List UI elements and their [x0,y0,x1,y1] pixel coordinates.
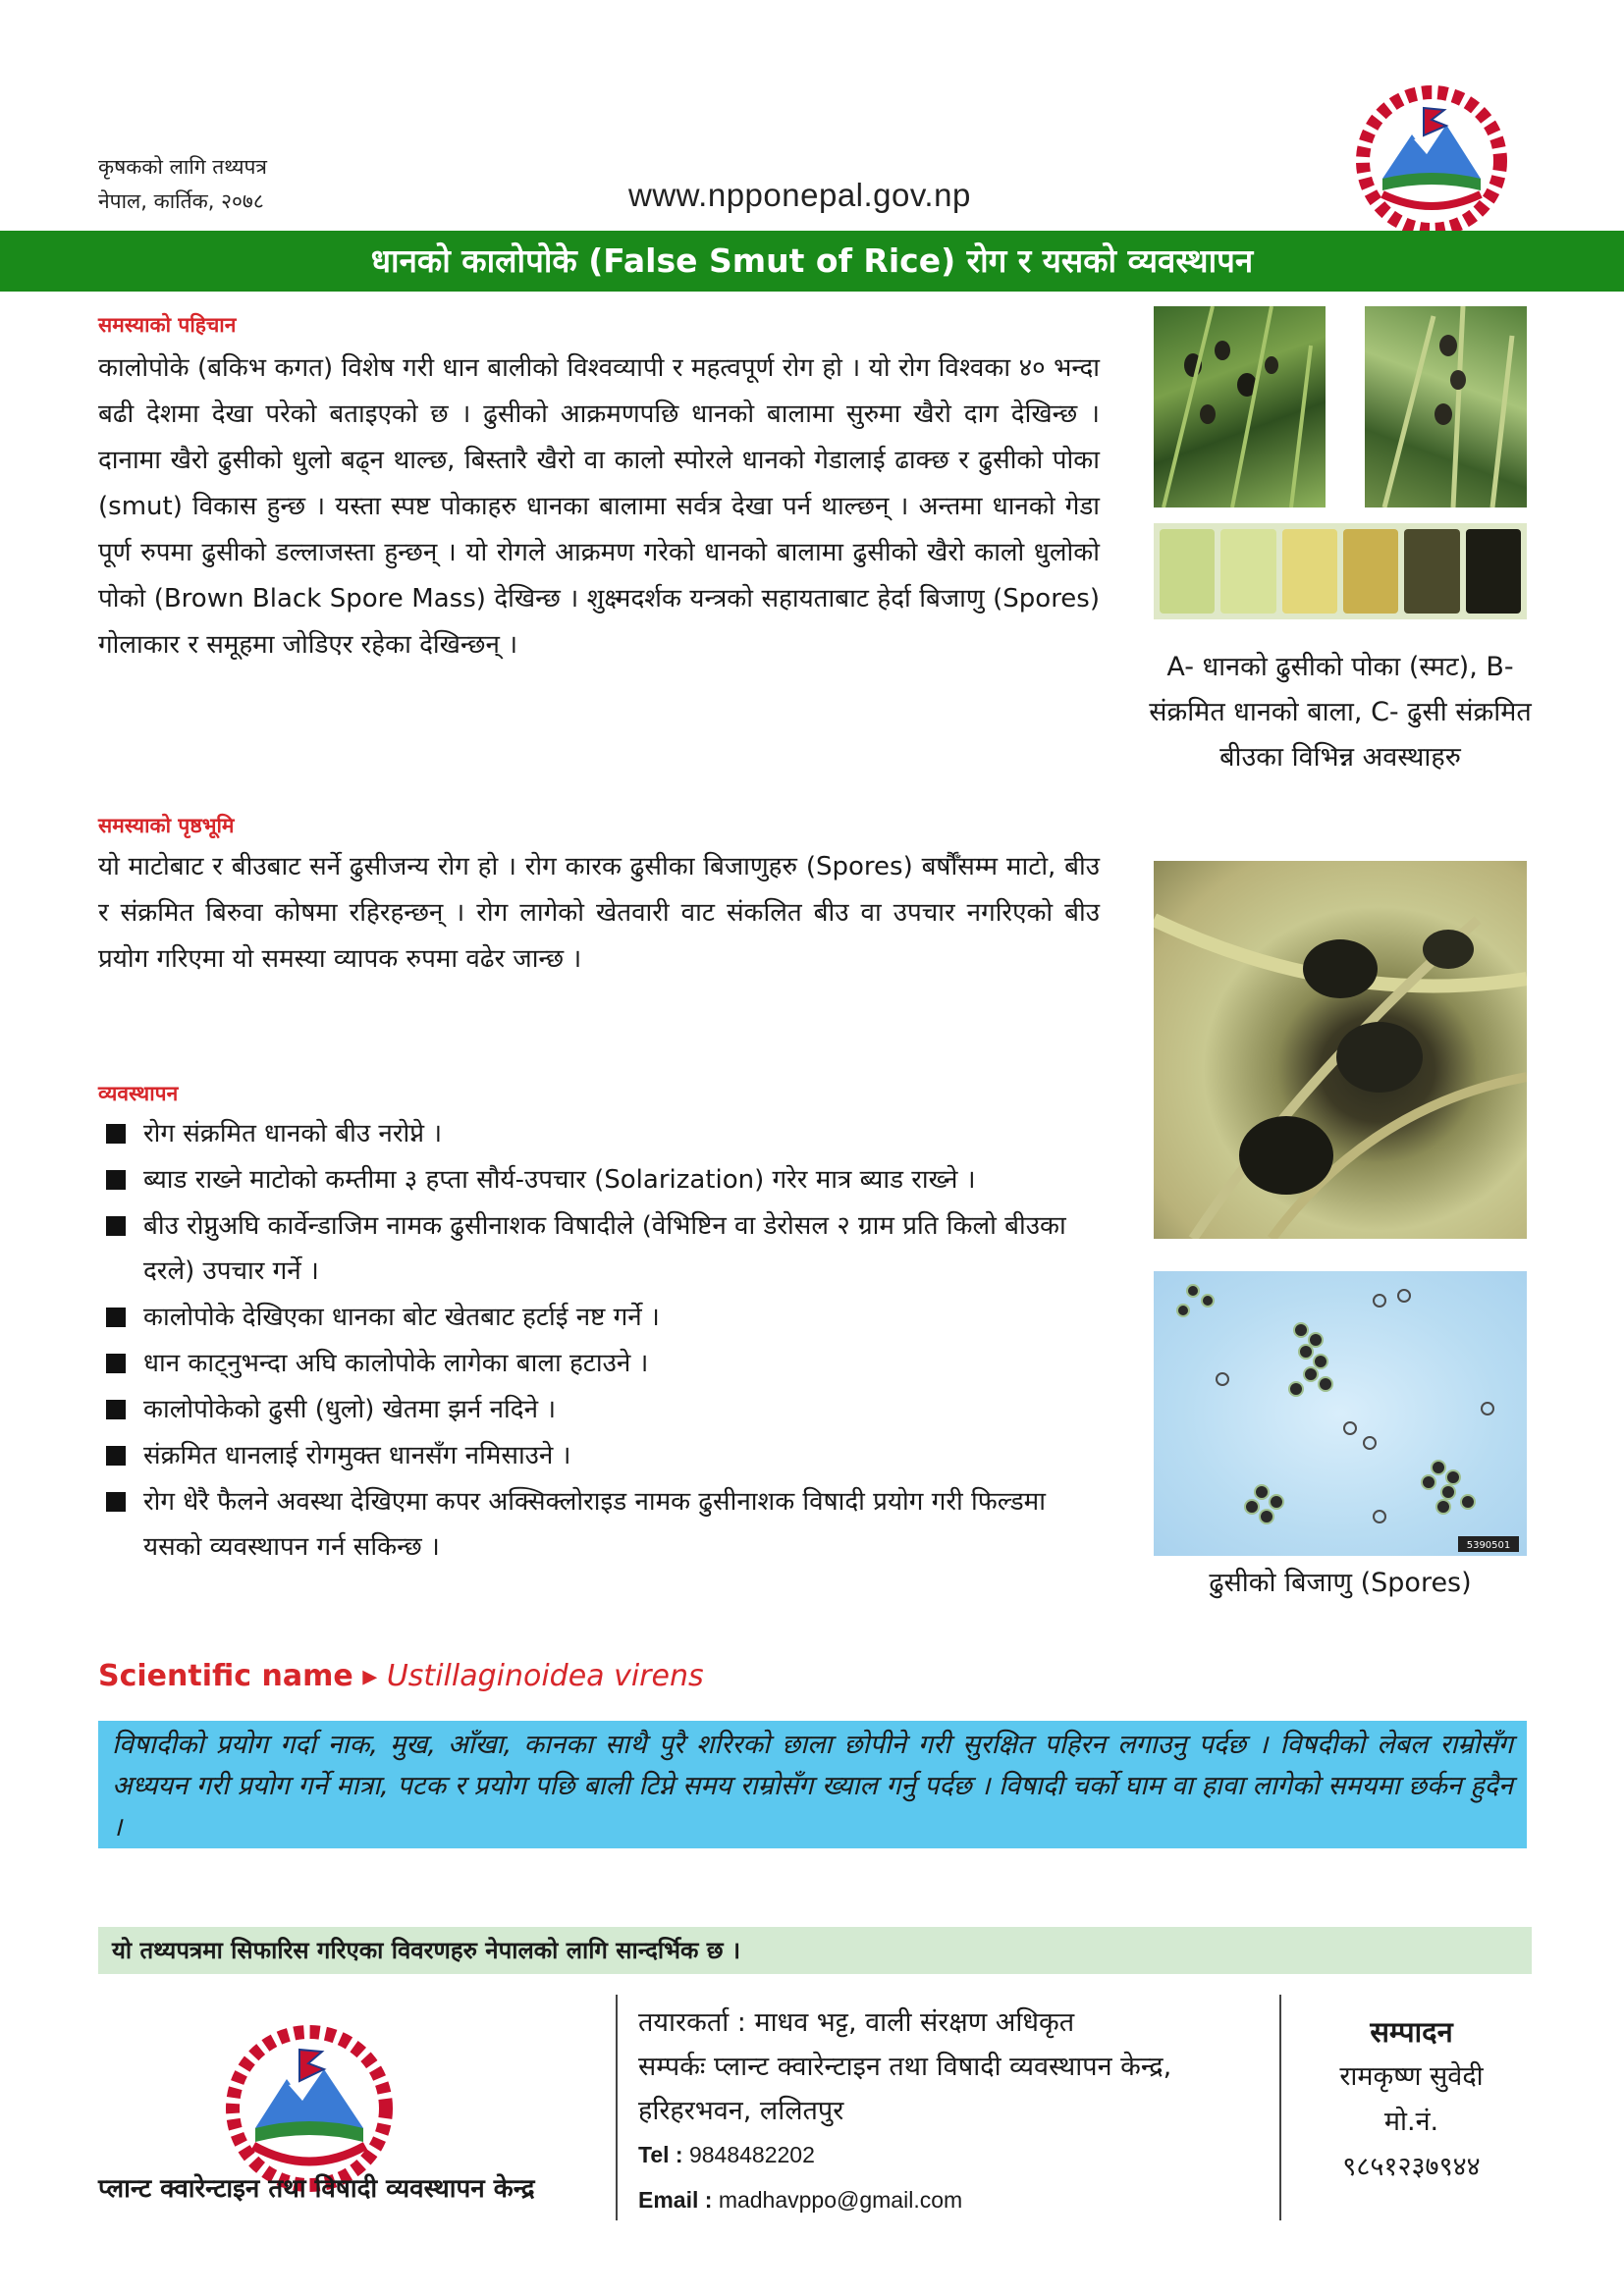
square-bullet-icon [106,1492,126,1512]
relevance-note-bar [98,1927,1532,1974]
caption-spores: ढुसीको बिजाणु (Spores) [1209,1568,1472,1598]
editor-mobile-number[interactable]: ९८५१२३७९४४ [1342,2152,1481,2182]
management-item [106,1387,1108,1432]
photo-smut-panicle-a [1154,306,1326,507]
management-item [106,1433,1108,1478]
seed-stage-5 [1404,529,1459,614]
square-bullet-icon [106,1400,126,1419]
title-bar [0,231,1624,292]
background-text: यो माटोबाट र बीउबाट सर्ने ढुसीजन्य रोग हो । रोग कारक ढुसीका बिजाणुहरु (Spores) बर्षौँसम्म माटो, बीउ र संक्रमित बिरुवा कोषमा रहिरहन्छन् । रोग लागेको खेतवारी वाट संकलित बीउ वा उपचार नगरिएको बीउ प्रयोग गरिएमा यो समस्या व्यापक रुपमा वढेर जान्छ । [98,852,1100,974]
page-title: धानको कालोपोके (False Smut of Rice) रोग र यसको व्यवस्थापन [370,241,1254,280]
website-link[interactable]: www.npponepal.gov.np [628,177,971,213]
date-line: नेपाल, कार्तिक, २०७८ [98,189,264,213]
management-item-text: बीउ रोप्नुअघि कार्वेन्डाजिम नामक ढुसीनाशक विषादीले (वेभिष्टिन वा डेरोसल २ ग्राम प्रति किलो बीउका दरले) उपचार गर्ने । [143,1211,1066,1286]
editor-name: रामकृष्ण सुवेदी [1339,2061,1484,2092]
management-item [106,1111,1108,1156]
prepared-by: तयारकर्ता : माधव भट्ट, वाली संरक्षण अधिकृत [638,2007,1075,2038]
management-item-text: कालोपोके देखिएका धानका बोट खेतबाट हर्टाई नष्ट गर्ने । [143,1303,660,1332]
management-item [106,1341,1108,1386]
seed-stage-3 [1282,529,1337,614]
photo-spores-microscope [1154,1271,1527,1556]
management-item-text: कालोपोकेको ढुसी (धुलो) खेतमा झर्न नदिने । [143,1395,557,1424]
seed-stage-1 [1160,529,1215,614]
identification-text: कालोपोके (बकिभ कगत) विशेष गरी धान बालीको विश्वव्यापी र महत्वपूर्ण रोग हो । यो रोग विश्वका ४० भन्दा बढी देशमा देखा परेको बताइएको छ । ढुसीको आक्रमणपछि धानको बालामा सुरुमा खैरो दाग देखिन्छ । दानामा खैरो ढुसीको धुलो बढ्न थाल्छ, बिस्तारै खैरो वा कालो स्पोरले धानको गेडालाई ढाक्छ र ढुसीको पोका (smut) विकास हुन्छ । यस्ता स्पष्ट पोकाहरु धानका बालामा सर्वत्र देखा पर्न थाल्छन् । अन्तमा धानको गेडा पूर्ण रुपमा ढुसीको डल्लाजस्ता हुन्छन् । यो रोगले आक्रमण गरेको धानको बालामा ढुसीको खैरो कालो धुलोको पोको (Brown Black Spore Mass) देखिन्छ । शुक्ष्मदर्शक यन्त्रको सहायताबाट हेर्दा बिजाणु (Spores) गोलाकार र समूहमा जोडिएर रहेका देखिन्छन् । [98,353,1100,660]
phone-label: Tel : [638,2142,683,2167]
management-item-text: धान काट्नुभन्दा अघि कालोपोके लागेका बाला हटाउने । [143,1349,649,1378]
management-item [106,1479,1108,1570]
square-bullet-icon [106,1308,126,1327]
email-label: Email : [638,2187,713,2213]
management-item-text: रोग धेरै फैलने अवस्था देखिएमा कपर अक्सिक्लोराइड नामक ढुसीनाशक विषादी प्रयोग गरी फिल्डमा यसको व्यवस्थापन गर्न सकिन्छ । [143,1487,1046,1562]
phone-number[interactable]: 9848482202 [688,2142,815,2167]
section-heading-background: समस्याको पृष्ठभूमि [98,814,235,837]
management-item-text: रोग संक्रमित धानको बीउ नरोप्ने । [143,1119,443,1148]
footer-divider [1279,1995,1281,2220]
contact-phone [638,2142,815,2168]
safety-warning-box [98,1721,1527,1848]
editor-mobile-label: मो.नं. [1383,2107,1439,2137]
caption-abc: A- धानको ढुसीको पोका (स्मट), B- संक्रमित धानको बाला, C- ढुसी संक्रमित बीउका विभिन्न अवस्थाहरु [1149,652,1532,773]
management-item [106,1295,1108,1340]
photo-infected-panicle-b [1365,306,1527,507]
email-address[interactable]: madhavppo@gmail.com [718,2187,963,2213]
factsheet-label: कृषकको लागि तथ्यपत्र [98,155,268,179]
nepal-emblem-icon [1353,80,1510,238]
organization-name: प्लान्ट क्वारेन्टाइन तथा विषादी व्यवस्थापन केन्द्र [98,2174,535,2204]
photo-badge: 5390501 [1466,1540,1511,1551]
scientific-name-label: Scientific name [98,1659,353,1693]
contact-email [638,2187,962,2214]
management-list [106,1111,1108,1571]
management-item [106,1203,1108,1294]
management-item [106,1157,1108,1202]
seed-stage-6 [1466,529,1521,614]
contact-address: हरिहरभवन, ललितपुर [638,2096,844,2126]
footer-divider [616,1995,618,2220]
management-item-text: संक्रमित धानलाई रोगमुक्त धानसँग नमिसाउने । [143,1441,571,1470]
photo-seed-stages-c [1154,523,1527,619]
contact-office: सम्पर्कः प्लान्ट क्वारेन्टाइन तथा विषादी व्यवस्थापन केन्द्र, [638,2052,1172,2082]
square-bullet-icon [106,1170,126,1190]
section-heading-management: व्यवस्थापन [98,1082,179,1105]
editor-heading: सम्पादन [1370,2015,1453,2049]
square-bullet-icon [106,1216,126,1236]
photo-false-smut-closeup [1154,861,1527,1239]
safety-warning-text: विषादीको प्रयोग गर्दा नाक, मुख, आँखा, कानका साथै पुरै शरिरको छाला छोपीने गरी सुरक्षित पहिरन लगाउनु पर्दछ । विषदीको लेबल राम्रोसँग अध्ययन गरी प्रयोग गर्ने मात्रा, पटक र प्रयोग पछि बाली टिप्ने समय राम्रोसँग ख्याल गर्नु पर्दछ । विषादी चर्को घाम वा हावा लागेको समयमा छर्कन हुदैन । [112,1730,1513,1842]
square-bullet-icon [106,1354,126,1373]
square-bullet-icon [106,1446,126,1466]
arrow-right-icon: ▸ [362,1659,378,1693]
square-bullet-icon [106,1124,126,1144]
seed-stage-4 [1343,529,1398,614]
management-item-text: ब्याड राख्ने माटोको कम्तीमा ३ हप्ता सौर्य-उपचार (Solarization) गरेर मात्र ब्याड राख्ने । [143,1165,976,1195]
section-heading-identification: समस्याको पहिचान [98,313,237,337]
seed-stage-2 [1220,529,1275,614]
scientific-name-row [98,1659,704,1693]
relevance-note-text: यो तथ्यपत्रमा सिफारिस गरिएका विवरणहरु नेपालको लागि सान्दर्भिक छ । [112,1937,741,1964]
scientific-name-value: Ustillaginoidea virens [386,1659,704,1693]
nepal-emblem-icon [216,2020,403,2192]
